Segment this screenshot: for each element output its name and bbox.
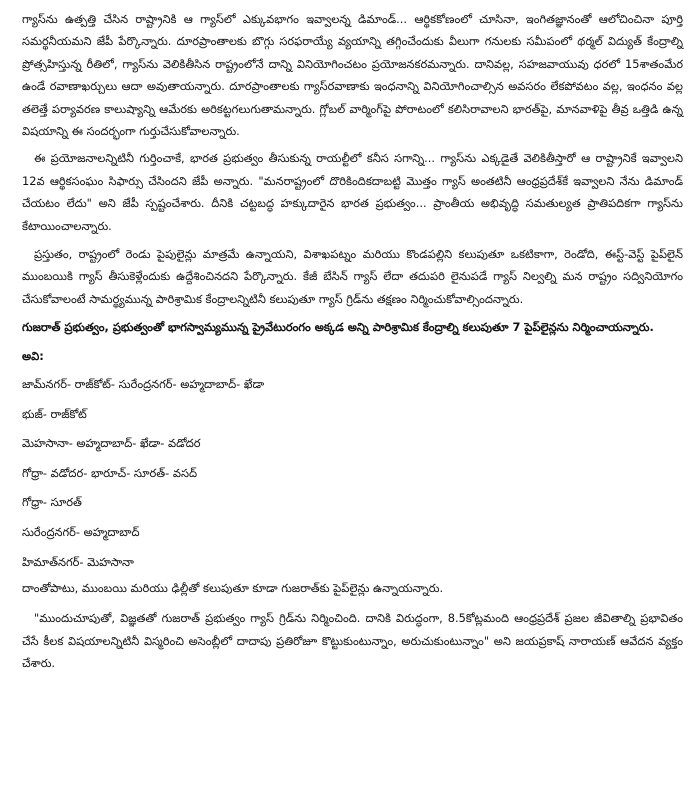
paragraph-mumbai-delhi: దాంతోపాటు, ముంబయి మరియు ఢిల్లీతో కలుపుతూ కూడా గుజరాత్‌కు పైప్‌లైన్లు ఉన్నాయన్నారు. <box>22 581 444 596</box>
list-title: అవి: <box>22 348 44 363</box>
paragraph-state-pipelines: ప్రస్తుతం, రాష్ట్రంలో రెండు పైపులైన్లు మాత్రమే ఉన్నాయని, విశాఖపట్నం మరియు కొండపల్లిని కలుపుతూ ఒకటికాగా, రెండోది, ఈస్ట్-వెస్ట్ పైప్‌లైన్ ముంబయికి గ్యాస్ తీసుకెళ్లేందుకు ఉద్దేశించినదని పేర్కొన్నారు. కేజీ బేసిన్ గ్యాస్ లేదా తదుపరి లైనుపడే గ్యాస్ నిల్వల్ని మన రాష్ట్రం సద్వినియోగం చేసుకోవాలంటే సామర్థ్యమున్న పారిశ్రామిక కేంద్రాలన్నిటినీ కలుపుతూ గ్యాస్ గ్రిడ్‌ను తక్షణం నిర్మించుకోవాల్సిందన్నారు. <box>22 247 683 306</box>
pipeline-list <box>22 370 683 577</box>
paragraph-finance-commission: ఈ ప్రయోజనాలన్నిటినీ గుర్తించాకే, భారత ప్రభుత్వం తీసుకున్న రాయల్టీలో కనీస సగాన్ని... గ్యాస్‌ను ఎక్కడైతే వెలికితీస్తారో ఆ రాష్ట్రానికే ఇవ్వాలని 12వ ఆర్థికసంఘం సిఫార్సు చేసిందని జేపీ అన్నారు. "మనరాష్ట్రంలో దొరికిందికదాబట్టి మొత్తం గ్యాస్ అంతటినీ ఆంధ్రప్రదేశ్‌కే ఇవ్వాలని నేను డిమాండ్ చేయటం లేదు" అని జేపీ స్పష్టంచేశారు. దీనికి చట్టబద్ధ హక్కుదారైన భారత ప్రభుత్వం... ప్రాంతీయ అభివృద్ధి సమతుల్యత ప్రాతిపదికగా గ్యాస్‌ను కేటాయించాలన్నారు. <box>22 151 683 233</box>
paragraph-royalty-demand: గ్యాస్‌ను ఉత్పత్తి చేసిన రాష్ట్రానికి ఆ గ్యాస్‌లో ఎక్కువభాగం ఇవ్వాలన్న డిమాండ్... ఆర్థికకోణంలో చూసినా, ఇంగితజ్ఞానంతో ఆలోచించినా పూర్తి సమర్థనీయమని జేపీ పేర్కొన్నారు. దూరప్రాంతాలకు బొగ్గు సరఫరాయ్యే వ్యయాన్ని తగ్గించేందుకు వీలుగా గనులకు సమీపంలో థర్మల్ విద్యుత్ కేంద్రాల్ని ప్రోత్సహిస్తున్న రీతిలో, గ్యాస్‌ను వెలికితీసిన రాష్ట్రంలోనే దాన్ని వినియోగించటం ప్రయోజనకరమన్నారు. దానివల్ల, సహజవాయువు ధరలో 15శాతంమేర ఉండే రవాణాఖర్చులు ఆదా అవుతాయన్నారు. దూరప్రాంతాలకు గ్యాస్‌రవాణాకు ఇంధనాన్ని వినియోగించాల్సిన అవసరం లేకపోవటం వల్ల, ఇంధనం వల్ల తలెత్తే పర్యావరణ కాలుష్యాన్ని ఆమేరకు అరికట్టగలుగుతామన్నారు. గ్లోబల్ వార్మింగ్‌పై పోరాటంలో కలిసిరావాలని భారత్‌పై, మానవాళిపై తీవ్ర ఒత్తిడి ఉన్న విషయాన్ని ఈ సందర్భంగా గుర్తుచేసుకోవాలన్నారు. <box>22 12 683 139</box>
list-item: జామ్‌నగర్- రాజ్‌కోట్- సురేంద్రనగర్- అహ్మదాబాద్- ఖేడా <box>22 377 265 392</box>
list-item: భుజ్- రాజ్‌కోట్ <box>22 406 87 421</box>
list-item: హిమాత్‌నగర్- మెహసానా <box>22 554 134 569</box>
list-item: మెహసానా- అహ్మదాబాద్- ఖేడా- వడోదర <box>22 436 201 451</box>
paragraph-gujarat-pipelines: గుజరాత్ ప్రభుత్వం, ప్రభుత్వంతో భాగస్వామ్యమున్న ప్రైవేటురంగం అక్కడ అన్ని పారిశ్రామిక కేంద్రాల్ని కలుపుతూ 7 పైప్‌లైన్లను నిర్మించాయన్నారు. <box>22 320 654 335</box>
list-item: సురేంద్రనగర్- అహ్మదాబాద్ <box>22 525 140 540</box>
paragraph-closing-quote: "ముందుచూపుతో, విజ్ఞతతో గుజరాత్ ప్రభుత్వం గ్యాస్ గ్రిడ్‌ను నిర్మించింది. దానికి విరుద్ధంగా, 8.5కోట్లమంది ఆంధ్రప్రదేశ్ ప్రజల జీవితాల్ని ప్రభావితం చేసే కీలక విషయాలన్నిటినీ విస్మరించి అసెంబ్లీలో దాదాపు ప్రతిరోజూ కొట్టుకుంటున్నాం, అరుచుకుంటున్నాం" అని జయప్రకాష్ నారాయణ్ ఆవేదన వ్యక్తం చేశారు. <box>22 611 683 671</box>
list-item: గోధ్రా- వడోదర- భారూచ్- సూరత్- వసద్ <box>22 465 198 480</box>
list-item: గోధ్రా- సూరత్ <box>22 495 82 510</box>
